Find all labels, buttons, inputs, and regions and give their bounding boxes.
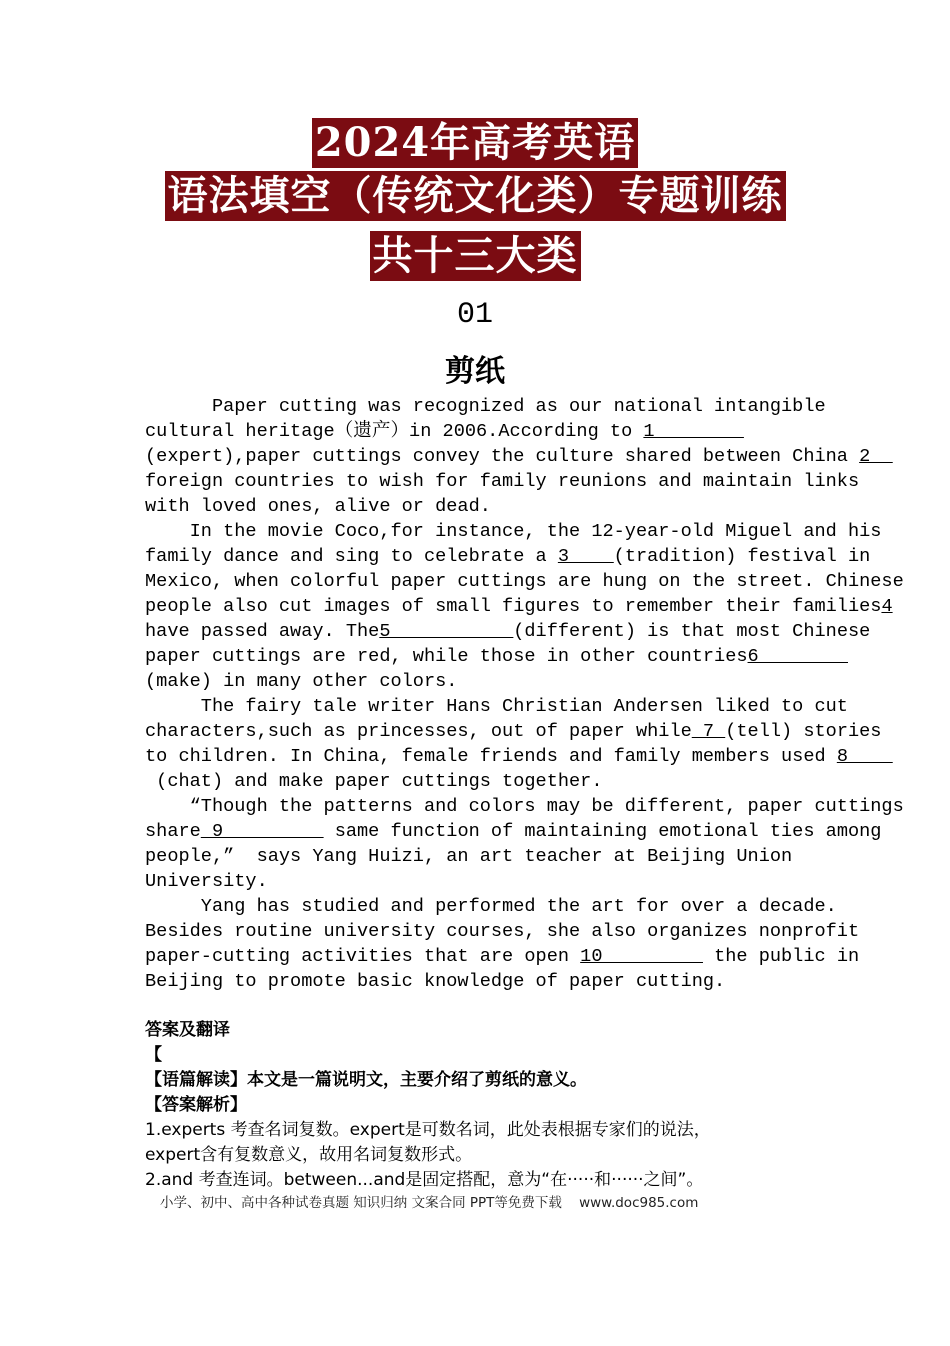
passage-text: have passed away. The — [145, 621, 380, 642]
passage-text: Mexico, when colorful paper cuttings are hung on the street. Chinese — [145, 571, 904, 592]
answer-blank[interactable]: 8____ — [836, 746, 893, 767]
passage-text: (expert),paper cuttings convey the culture shared between China — [145, 446, 860, 467]
passage-text: paper cuttings are red, while those in other countries — [145, 646, 748, 667]
passage-line — [145, 794, 904, 819]
answer-blank[interactable]: 3____ — [557, 546, 614, 567]
passage-line — [145, 469, 860, 494]
passage-text: “Though the patterns and colors may be different, paper cuttings — [145, 796, 904, 817]
passage-text: University. — [145, 871, 268, 892]
passage-text: paper-cutting activities that are open — [145, 946, 581, 967]
passage-line — [145, 969, 810, 994]
title-row-1 — [0, 118, 950, 168]
answer-section — [145, 1018, 845, 1193]
passage-text: (tradition) festival in — [613, 546, 871, 567]
reading-summary — [145, 1068, 845, 1093]
passage-text: characters,such as princesses, out of paper while — [145, 721, 692, 742]
cloze-passage — [145, 394, 904, 994]
answer-heading: 答案及翻译 — [145, 1020, 230, 1040]
passage-line — [145, 594, 893, 619]
passage-line — [145, 694, 848, 719]
title-row-3 — [0, 231, 950, 281]
passage-text: cultural heritage（遗产）in 2006.According to — [145, 421, 644, 442]
passage-text: share — [145, 821, 201, 842]
passage-line — [145, 419, 810, 444]
passage-text: the public in — [702, 946, 860, 967]
passage-line — [145, 669, 810, 694]
answer-blank[interactable]: 9_________ — [200, 821, 324, 842]
title-line-3: 共十三大类 — [370, 231, 581, 281]
passage-line — [145, 494, 810, 519]
passage-text: (chat) and make paper cuttings together. — [145, 771, 603, 792]
footer-banner: 小学、初中、高中各种试卷真题 知识归纳 文案合同 PPT等免费下载 www.doc985.com — [160, 1195, 699, 1211]
title-line-1: 2024年高考英语 — [312, 118, 638, 168]
answer-blank[interactable]: 10_________ — [580, 946, 703, 967]
answer-item: expert含有复数意义，故用名词复数形式。 — [145, 1145, 473, 1165]
passage-line — [145, 869, 810, 894]
answer-item: 2.and 考查连词。between...and是固定搭配，意为“在·····和······之间”。 — [145, 1170, 704, 1190]
answer-bracket: 【 — [145, 1045, 162, 1065]
passage-line — [145, 719, 882, 744]
passage-text: (different) is that most Chinese — [513, 621, 871, 642]
answer-blank[interactable]: 2__ — [859, 446, 893, 467]
passage-text: with loved ones, alive or dead. — [145, 496, 491, 517]
passage-line — [145, 519, 882, 544]
passage-line — [145, 444, 893, 469]
answer-blank[interactable]: 1________ — [643, 421, 744, 442]
passage-line — [145, 394, 826, 419]
answer-blank[interactable]: 6________ — [747, 646, 848, 667]
passage-line — [145, 894, 837, 919]
passage-text: Paper cutting was recognized as our national intangible — [145, 396, 826, 417]
passage-line — [145, 544, 871, 569]
passage-line — [145, 569, 904, 594]
passage-text: family dance and sing to celebrate a — [145, 546, 558, 567]
passage-text: Yang has studied and performed the art for over a decade. — [145, 896, 837, 917]
answer-blank[interactable]: 5___________ — [379, 621, 514, 642]
analysis-label: 【答案解析】 — [145, 1095, 247, 1115]
passage-text: same function of maintaining emotional ties among — [323, 821, 882, 842]
passage-text: people,” says Yang Huizi, an art teacher at Beijing Union — [145, 846, 793, 867]
title-line-2: 语法填空（传统文化类）专题训练 — [165, 171, 786, 221]
passage-text: to children. In China, female friends and family members used — [145, 746, 837, 767]
answer-blank[interactable]: 4 — [881, 596, 893, 617]
answer-blank[interactable]: 7 — [691, 721, 726, 742]
passage-line — [145, 619, 871, 644]
title-row-2 — [0, 171, 950, 221]
passage-line — [145, 919, 860, 944]
passage-text: (make) in many other colors. — [145, 671, 458, 692]
passage-line — [145, 644, 848, 669]
section-title: 剪纸 — [445, 354, 505, 389]
passage-line — [145, 844, 810, 869]
passage-line — [145, 769, 810, 794]
reading-text: 本文是一篇说明文，主要介绍了剪纸的意义。 — [247, 1070, 587, 1090]
passage-text: In the movie Coco,for instance, the 12-year-old Miguel and his — [145, 521, 882, 542]
answer-item: 1.experts 考查名词复数。expert是可数名词，此处表根据专家们的说法， — [145, 1120, 711, 1140]
passage-line — [145, 944, 860, 969]
passage-line — [145, 744, 893, 769]
passage-text: (tell) stories — [725, 721, 882, 742]
passage-line — [145, 819, 882, 844]
reading-label: 【语篇解读】 — [145, 1070, 247, 1090]
passage-text: Beijing to promote basic knowledge of paper cutting. — [145, 971, 726, 992]
passage-text: people also cut images of small figures to remember their families — [145, 596, 882, 617]
section-number: 01 — [456, 298, 493, 332]
passage-text: foreign countries to wish for family reunions and maintain links — [145, 471, 860, 492]
passage-text: The fairy tale writer Hans Christian Andersen liked to cut — [145, 696, 848, 717]
passage-text: Besides routine university courses, she also organizes nonprofit — [145, 921, 860, 942]
